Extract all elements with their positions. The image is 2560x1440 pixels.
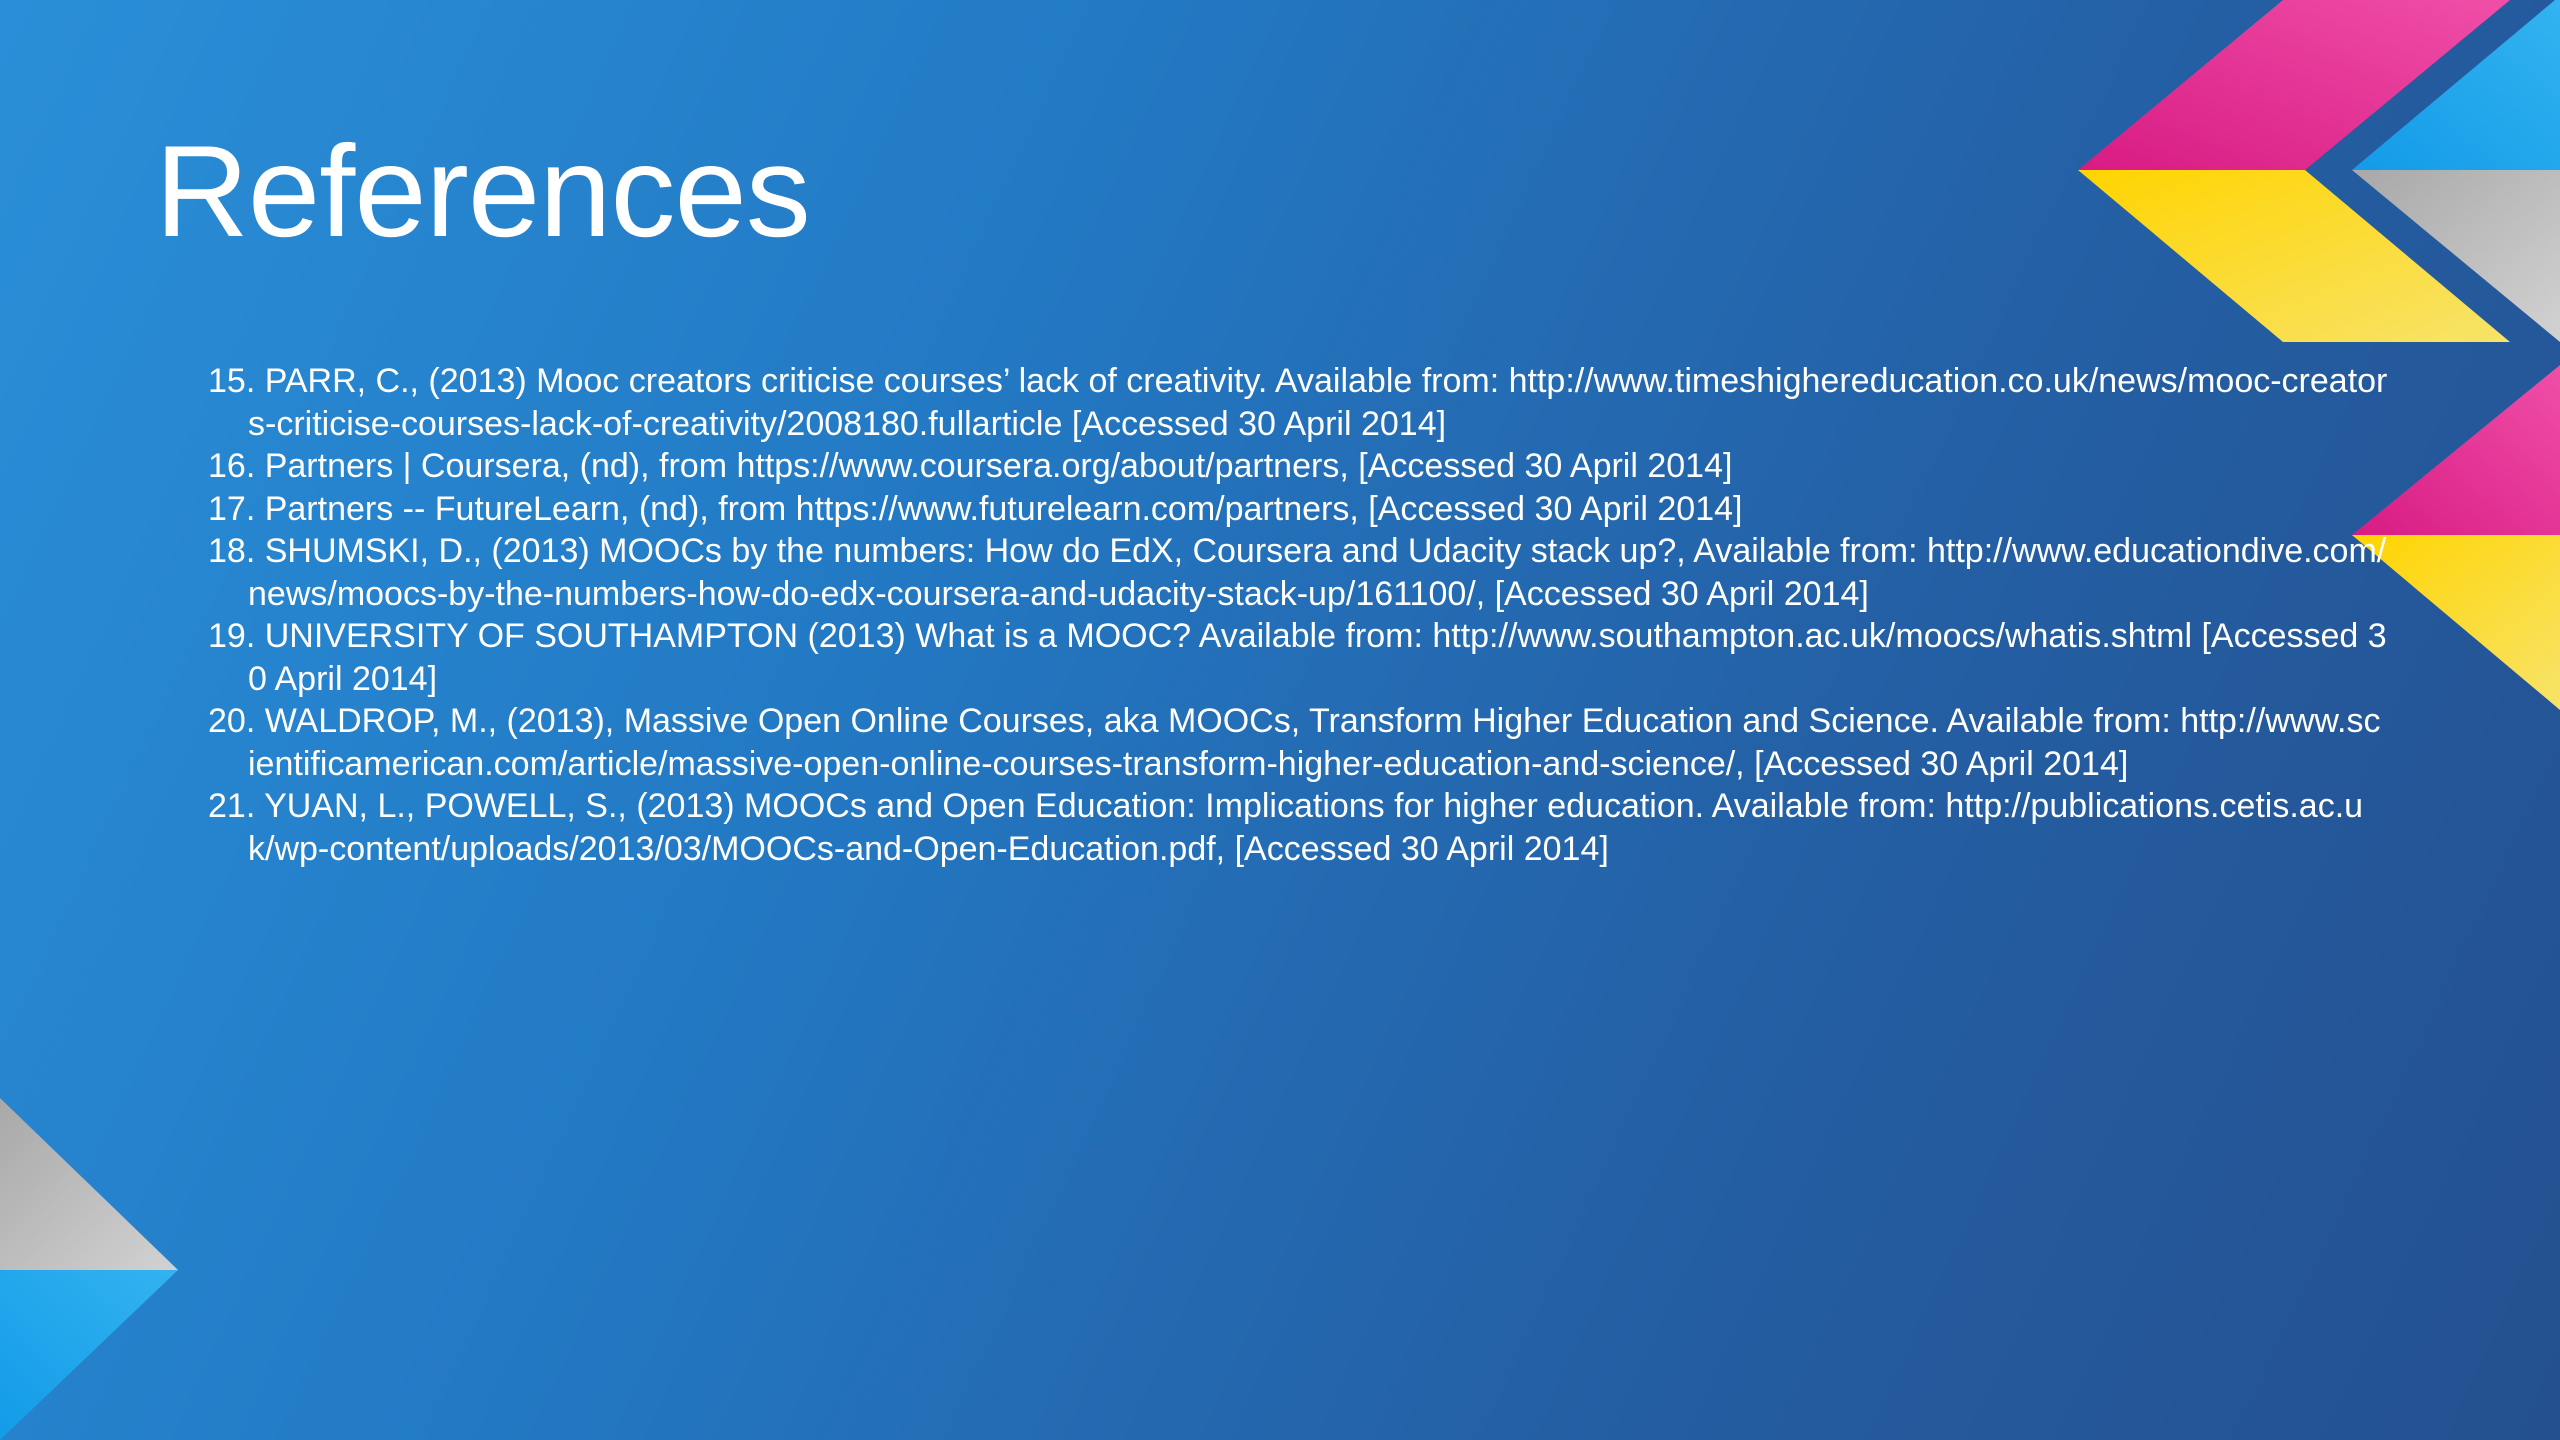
reference-item: 20. WALDROP, M., (2013), Massive Open Online Courses, aka MOOCs, Transform Higher Education and Science. Available from: http://www.scientificamerican.com/article/massive-open-online-courses-transform-higher-education-and-science/, [Accessed 30 April 2014]	[208, 702, 2381, 783]
reference-item: 21. YUAN, L., POWELL, S., (2013) MOOCs and Open Education: Implications for higher education. Available from: http://publications.cetis.ac.uk/wp-content/uploads/2013/03/MOOCs-and-Open-Education.pdf, [Accessed 30 April 2014]	[208, 787, 2364, 868]
reference-item: 17. Partners -- FutureLearn, (nd), from https://www.futurelearn.com/partners, [Accessed 30 April 2014]	[208, 489, 1743, 528]
reference-item: 18. SHUMSKI, D., (2013) MOOCs by the numbers: How do EdX, Coursera and Udacity stack up?, Available from: http://www.educationdive.com/news/moocs-by-the-numbers-how-do-edx-coursera-and-udacity-stack-up/161100/, [Accessed 30 April 2014]	[208, 532, 2387, 613]
slide-title: References	[155, 118, 810, 264]
references-list	[208, 360, 2388, 870]
reference-item: 19. UNIVERSITY OF SOUTHAMPTON (2013) What is a MOOC? Available from: http://www.southampton.ac.uk/moocs/whatis.shtml [Accessed 30 April 2014]	[208, 617, 2387, 698]
grey-triangle-bottom-left	[0, 1098, 178, 1270]
cyan-triangle-bottom-left	[0, 1270, 178, 1440]
reference-item: 15. PARR, C., (2013) Mooc creators criticise courses’ lack of creativity. Available from: http://www.timeshighereducation.co.uk/news/mooc-creators-criticise-courses-lack-of-creativity/2008180.fullarticle [Accessed 30 April 2014]	[208, 362, 2388, 443]
reference-item: 16. Partners | Coursera, (nd), from https://www.coursera.org/about/partners, [Accessed 30 April 2014]	[208, 447, 1733, 485]
